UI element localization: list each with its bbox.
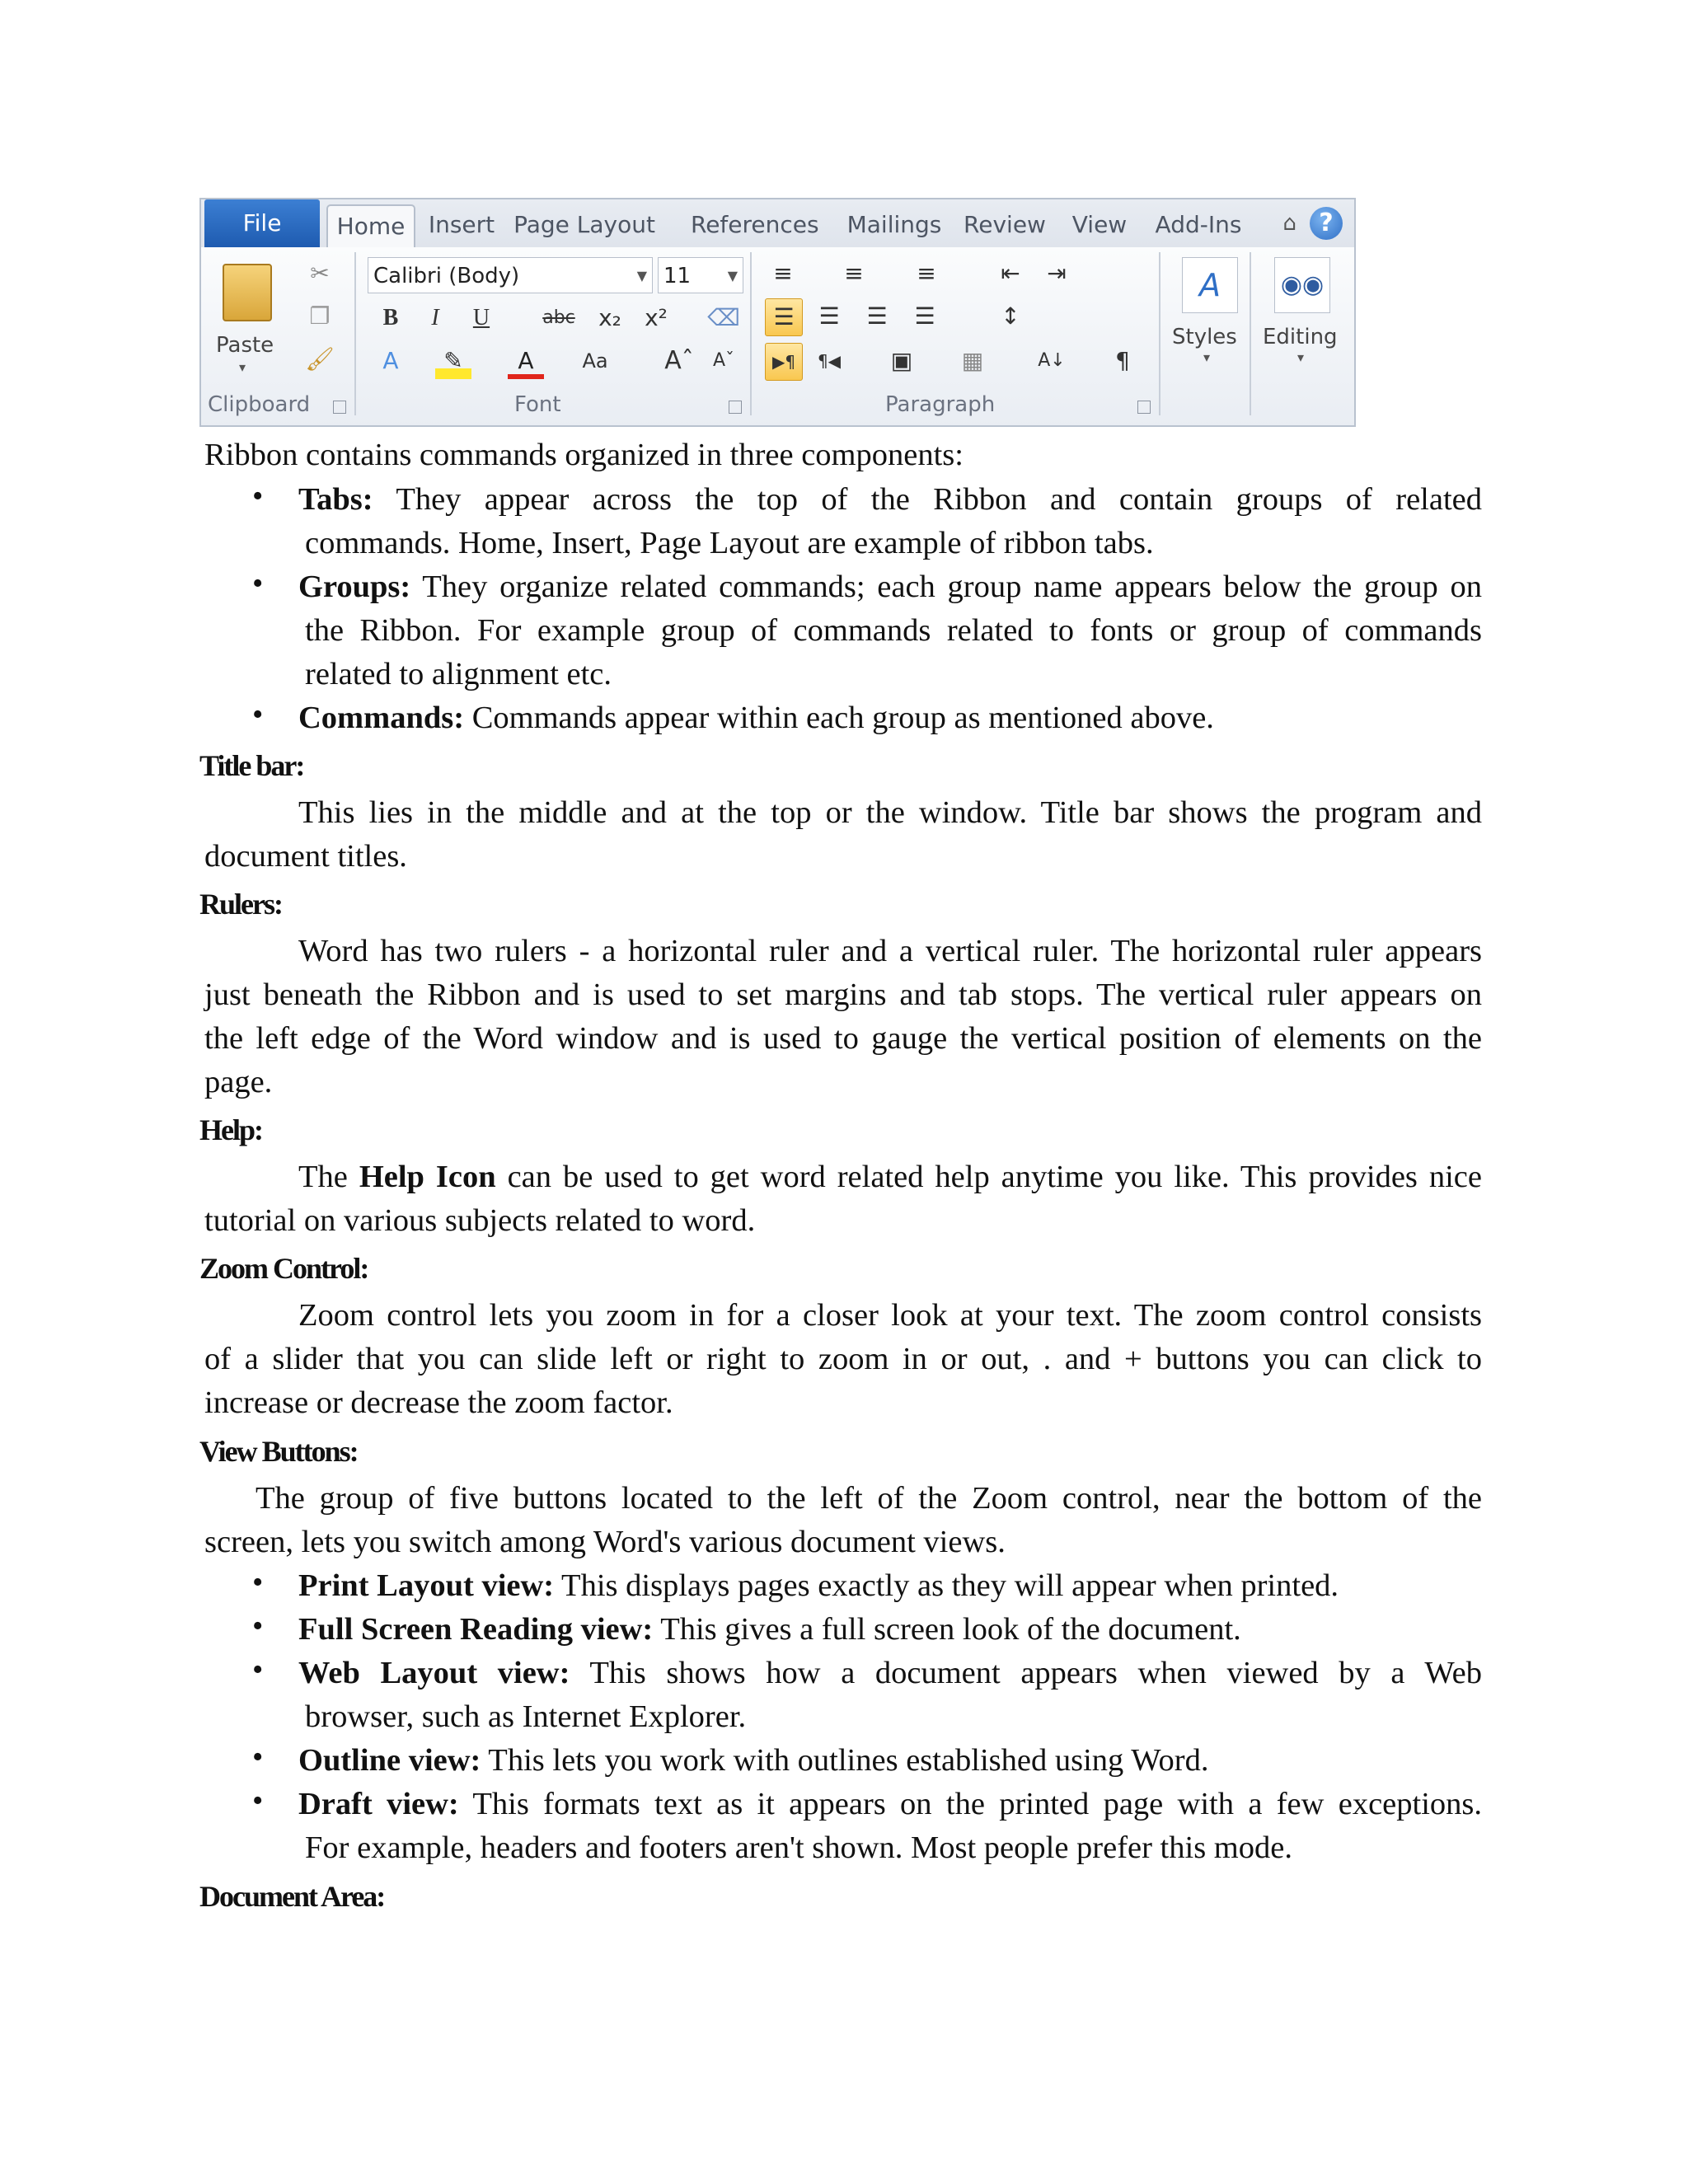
bullet-tabs: Tabs: They appear across the top of the Ribbon and contain groups of related xyxy=(298,482,1482,517)
bold-icon[interactable]: B xyxy=(382,305,399,330)
font-name-value: Calibri (Body) xyxy=(373,264,520,288)
underline-icon[interactable]: U xyxy=(472,305,490,330)
paste-button[interactable] xyxy=(216,259,282,382)
grow-font-icon[interactable]: Aˆ xyxy=(664,346,694,375)
bullet-outline: Outline view: This lets you work with outlines established using Word. xyxy=(298,1743,1209,1778)
borders-icon[interactable]: ▦ xyxy=(961,347,984,374)
editing-label: Editing xyxy=(1263,325,1338,349)
ribbon-intro: Ribbon contains commands organized in three components: xyxy=(204,438,964,472)
ltr-paragraph-icon[interactable]: ▶¶ xyxy=(765,343,803,381)
bullet-groups-cont: the Ribbon. For example group of commands related to fonts or group of commands xyxy=(305,613,1482,648)
ribbon-tab-bar xyxy=(201,199,1354,248)
bullet-draft-cont: For example, headers and footers aren't shown. Most people prefer this mode. xyxy=(305,1830,1292,1865)
bullet: • xyxy=(252,1565,264,1600)
bullet: • xyxy=(252,1783,264,1818)
group-divider xyxy=(1159,252,1160,415)
copy-icon[interactable]: ❐ xyxy=(309,302,331,330)
font-launcher-icon[interactable] xyxy=(729,401,742,414)
strikethrough-icon[interactable]: abc xyxy=(542,307,575,328)
bullet-tabs-cont: commands. Home, Insert, Page Layout are example of ribbon tabs. xyxy=(305,526,1154,560)
binoculars-icon: ◉◉ xyxy=(1274,257,1330,313)
numbering-icon[interactable]: ≡ xyxy=(844,260,864,287)
bullet: • xyxy=(252,479,264,513)
title-bar-text: This lies in the middle and at the top or the window. Title bar shows the program and xyxy=(298,795,1482,830)
clipboard-launcher-icon[interactable] xyxy=(333,401,346,414)
bullet-groups: Groups: They organize related commands; each group name appears below the group on xyxy=(298,569,1483,604)
help-text: tutorial on various subjects related to word. xyxy=(204,1203,756,1238)
chevron-down-icon: ▼ xyxy=(636,268,647,284)
bullet-print-layout: Print Layout view: This displays pages exactly as they will appear when printed. xyxy=(298,1568,1339,1603)
styles-label: Styles xyxy=(1172,325,1237,349)
bullet-groups-cont: related to alignment etc. xyxy=(305,657,612,691)
heading-zoom-control: Zoom Control: xyxy=(199,1252,368,1285)
rulers-text: just beneath the Ribbon and is used to set margins and tab stops. The vertical ruler appears on xyxy=(204,977,1482,1012)
shading-icon[interactable]: ▣ xyxy=(890,347,913,374)
chevron-down-icon: ▾ xyxy=(1297,349,1305,365)
superscript-icon[interactable]: x² xyxy=(645,304,668,331)
show-formatting-icon[interactable]: ¶ xyxy=(1115,347,1130,374)
bullet-commands: Commands: Commands appear within each group as mentioned above. xyxy=(298,701,1214,735)
heading-help: Help: xyxy=(199,1113,262,1146)
text-effects-icon[interactable]: A xyxy=(382,347,399,374)
word-ribbon-screenshot xyxy=(199,198,1356,427)
title-bar-text: document titles. xyxy=(204,839,407,874)
bullet-web-layout-cont: browser, such as Internet Explorer. xyxy=(305,1699,747,1734)
help-icon[interactable]: ? xyxy=(1310,207,1343,240)
tab-add-ins[interactable]: Add-Ins xyxy=(1155,211,1242,238)
multilevel-list-icon[interactable]: ≡ xyxy=(917,260,936,287)
paste-dropdown-icon: ▾ xyxy=(239,359,246,375)
bullet-full-screen-reading: Full Screen Reading view: This gives a full screen look of the document. xyxy=(298,1612,1241,1647)
paste-label: Paste xyxy=(216,333,274,358)
help-text: The Help Icon can be used to get word related help anytime you like. This provides nice xyxy=(298,1160,1482,1194)
rulers-text: page. xyxy=(204,1065,273,1099)
line-spacing-icon[interactable]: ↕ xyxy=(1001,302,1020,330)
tab-view[interactable]: View xyxy=(1071,211,1128,238)
rulers-text: the left edge of the Word window and is used to gauge the vertical position of elements on the xyxy=(204,1021,1482,1056)
zoom-text: increase or decrease the zoom factor. xyxy=(204,1385,673,1420)
bullets-icon[interactable]: ≡ xyxy=(773,260,793,287)
chevron-down-icon: ▾ xyxy=(1203,349,1211,365)
change-case-icon[interactable]: Aa xyxy=(582,349,608,373)
highlight-color-icon[interactable]: ✎ xyxy=(435,343,471,379)
group-divider xyxy=(1250,252,1251,415)
group-divider xyxy=(750,252,752,415)
tab-references[interactable]: References xyxy=(691,211,819,238)
clipboard-icon xyxy=(223,264,272,321)
group-label-clipboard: Clipboard xyxy=(208,392,311,417)
group-divider xyxy=(354,252,356,415)
font-size-value: 11 xyxy=(663,264,692,288)
heading-title-bar: Title bar: xyxy=(199,749,304,782)
subscript-icon[interactable]: x₂ xyxy=(598,304,621,331)
zoom-text: Zoom control lets you zoom in for a closer look at your text. The zoom control consists xyxy=(298,1298,1482,1333)
tab-file[interactable]: File xyxy=(204,199,320,247)
bullet-draft: Draft view: This formats text as it appears on the printed page with a few exceptions. xyxy=(298,1787,1483,1821)
align-center-icon[interactable]: ☰ xyxy=(818,302,840,330)
align-right-icon[interactable]: ☰ xyxy=(866,302,888,330)
heading-document-area: Document Area: xyxy=(199,1880,385,1913)
tab-insert[interactable]: Insert xyxy=(428,211,495,238)
tab-home[interactable]: Home xyxy=(326,204,415,249)
styles-button[interactable] xyxy=(1170,254,1250,386)
tab-page-layout[interactable]: Page Layout xyxy=(513,211,655,238)
rulers-text: Word has two rulers - a horizontal ruler and a vertical ruler. The horizontal ruler appears xyxy=(298,934,1482,968)
font-name-combo[interactable] xyxy=(368,257,653,293)
decrease-indent-icon[interactable]: ⇤ xyxy=(1001,260,1020,287)
increase-indent-icon[interactable]: ⇥ xyxy=(1047,260,1067,287)
clear-formatting-icon[interactable]: ⌫ xyxy=(707,304,740,331)
styles-icon: A xyxy=(1182,257,1238,313)
view-buttons-text: The group of five buttons located to the left of the Zoom control, near the bottom of the xyxy=(256,1481,1482,1516)
zoom-text: of a slider that you can slide left or right to zoom in or out, . and + buttons you can click to xyxy=(204,1342,1482,1376)
bullet: • xyxy=(252,1652,264,1687)
font-color-icon[interactable]: A xyxy=(508,343,544,379)
ribbon-collapse-icon[interactable]: ⌂ xyxy=(1282,211,1296,236)
shrink-font-icon[interactable]: Aˇ xyxy=(712,350,735,371)
format-painter-icon[interactable]: 🖌 xyxy=(305,345,335,373)
ribbon-body xyxy=(201,247,1354,427)
cut-icon[interactable]: ✂ xyxy=(310,260,330,287)
sort-icon[interactable]: A↓ xyxy=(1038,350,1066,371)
italic-icon[interactable]: I xyxy=(431,305,439,330)
align-left-icon[interactable]: ☰ xyxy=(765,298,803,336)
view-buttons-text: screen, lets you switch among Word's various document views. xyxy=(204,1525,1006,1559)
bullet: • xyxy=(252,1740,264,1774)
bullet: • xyxy=(252,1609,264,1643)
editing-button[interactable] xyxy=(1258,254,1348,386)
chevron-down-icon: ▼ xyxy=(727,268,738,284)
heading-view-buttons: View Buttons: xyxy=(199,1435,358,1468)
tab-mailings[interactable]: Mailings xyxy=(846,211,942,238)
group-label-font: Font xyxy=(514,392,561,417)
tab-review[interactable]: Review xyxy=(964,211,1046,238)
bullet-web-layout: Web Layout view: This shows how a document appears when viewed by a Web xyxy=(298,1656,1482,1690)
bullet: • xyxy=(252,566,264,601)
font-size-combo[interactable] xyxy=(658,257,743,293)
justify-icon[interactable]: ☰ xyxy=(914,302,935,330)
group-label-paragraph: Paragraph xyxy=(885,392,996,417)
heading-rulers: Rulers: xyxy=(199,888,282,921)
paragraph-launcher-icon[interactable] xyxy=(1137,401,1151,414)
rtl-paragraph-icon[interactable]: ¶◀ xyxy=(817,351,842,371)
bullet: • xyxy=(252,697,264,732)
